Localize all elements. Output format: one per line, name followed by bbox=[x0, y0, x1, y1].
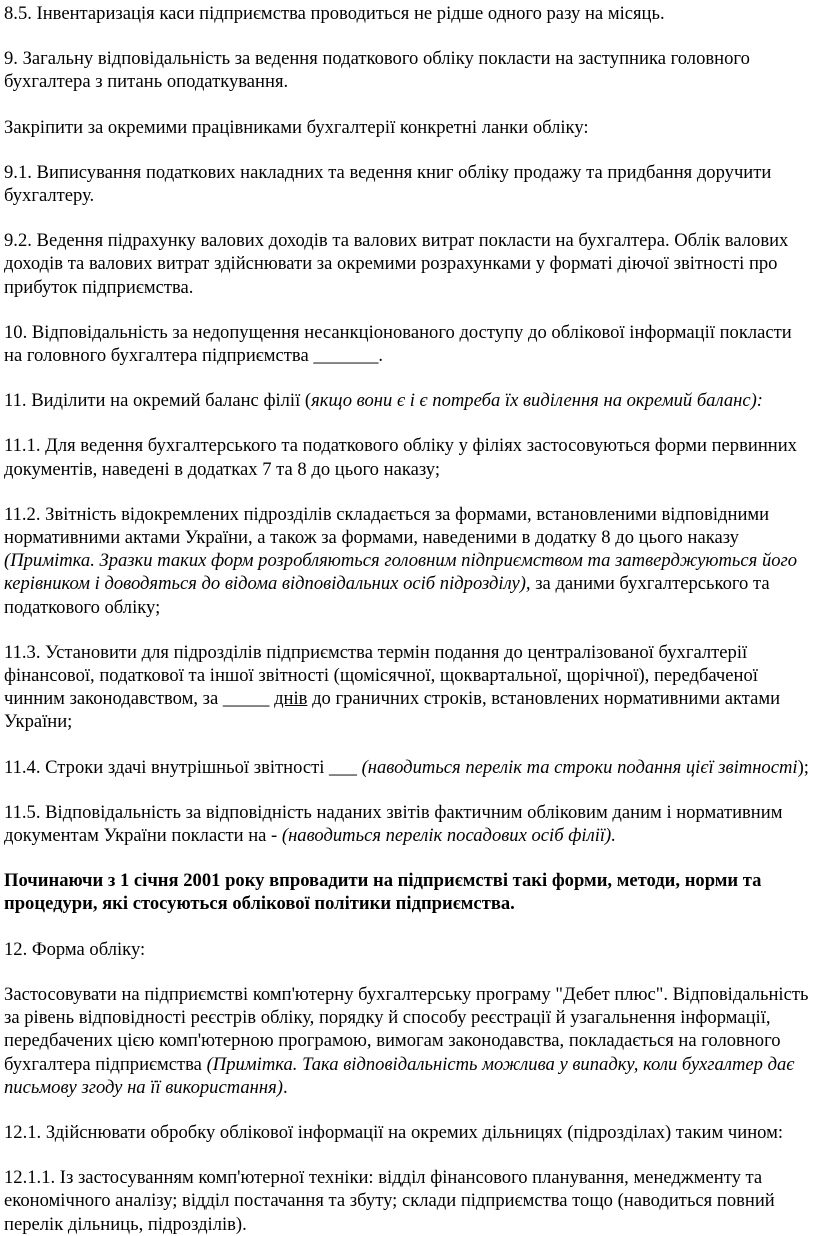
paragraph-12-1-1: 12.1.1. Із застосуванням комп'ютерної техніки: відділ фінансового планування, менеджменту та економічного аналізу; відділ постачання та збуту; склади підприємства тощо (наводиться повний перелік дільниць, підрозділів). bbox=[4, 1167, 775, 1235]
paragraph-12-body: Застосовувати на підприємстві комп'ютерну бухгалтерську програму "Дебет плюс". Відповідальність за рівень відповідності реєстрів обліку, порядку й способу реєстрації й узагальнення інформації, передбачених цією комп'ютерною програмою, вимогам законодавства, покладається на головного бухгалтера підприємства bbox=[4, 983, 809, 1075]
paragraph-12: 12. Форма обліку: bbox=[4, 938, 146, 960]
paragraph-11-2-text: 11.2. Звітність відокремлених підрозділів складається за формами, встановленими відповідними нормативними актами України, а також за формами, наведеними в додатку 8 до цього наказу bbox=[4, 503, 770, 549]
paragraph-11-3-text: 11.3. Установити для підрозділів підприємства термін подання до централізованої бухгалтерії фінансової, податкової та іншої звітності (щомісячної, щоквартальної, щорічної), передбаченої чинним законодавством, за _____ bbox=[4, 641, 758, 710]
paragraph-11-1: 11.1. Для ведення бухгалтерського та податкового обліку у філіях застосовуються форми первинних документів, наведені в додатках 7 та 8 до цього наказу; bbox=[4, 435, 797, 480]
paragraph-8-5: 8.5. Інвентаризація каси підприємства проводиться не рідше одного разу на місяць. bbox=[4, 3, 665, 24]
paragraph-12-note: (Примітка. Така відповідальність можлива у випадку, коли бухгалтер дає письмову згоду на її використання) bbox=[4, 1053, 795, 1098]
paragraph-9-2: 9.2. Ведення підрахунку валових доходів та валових витрат покласти на бухгалтера. Облік валових доходів та валових витрат здійснювати за окремими розрахунками у форматі діючої звітності про прибуток підприємства. bbox=[4, 230, 789, 298]
paragraph-11 bbox=[4, 389, 810, 412]
document-page bbox=[0, 2, 816, 1236]
paragraph-11-5-italic: (наводиться перелік посадових осіб філії). bbox=[281, 825, 616, 847]
paragraph-11-2 bbox=[4, 503, 810, 619]
paragraph-bold-heading bbox=[4, 869, 810, 915]
paragraph-9-1: 9.1. Виписування податкових накладних та ведення книг обліку продажу та придбання доручити бухгалтеру. bbox=[4, 161, 772, 207]
bold-heading-text: Починаючи з 1 січня 2001 року впровадити на підприємстві такі форми, методи, норми та процедури, які стосуються облікової політики підприємства. bbox=[4, 870, 762, 915]
paragraph-assign-links: Закріпити за окремими працівниками бухгалтерії конкретні ланки обліку: bbox=[4, 116, 589, 138]
paragraph-10: 10. Відповідальність за недопущення несанкціонованого доступу до облікової інформації покласти на головного бухгалтера підприємства _______. bbox=[4, 321, 792, 367]
paragraph-11-2-note: (Примітка. Зразки таких форм розробляються головним підприємством та затверджуються його керівником і доводяться до відома відповідальних осіб підрозділу), bbox=[4, 550, 798, 595]
paragraph-12-text bbox=[4, 983, 810, 1099]
paragraph-11-text: 11. Виділити на окремий баланс філії ( bbox=[4, 390, 312, 412]
paragraph-11-5-text: 11.5. Відповідальність за відповідність наданих звітів фактичним обліковим даним і нормативним документам України покласти на - bbox=[4, 801, 783, 847]
paragraph-11-3-days: днів bbox=[274, 688, 308, 710]
paragraph-12-1: 12.1. Здійснювати обробку облікової інформації на окремих дільницях (підрозділах) таким чином: bbox=[4, 1121, 784, 1143]
paragraph-11-italic: якщо вони є і є потреба їх виділення на окремий баланс): bbox=[311, 390, 763, 412]
paragraph-11-3 bbox=[4, 641, 810, 734]
paragraph-11-4-italic: (наводиться перелік та строки подання цієї звітності bbox=[361, 756, 798, 778]
paragraph-11-4-text: 11.4. Строки здачі внутрішньої звітності ___ bbox=[4, 756, 362, 778]
paragraph-11-2-tail: за даними бухгалтерського та податкового обліку; bbox=[4, 573, 770, 618]
paragraph-11-3-tail: до граничних строків, встановлених нормативними актами України; bbox=[4, 688, 781, 733]
paragraph-11-4-tail: ); bbox=[797, 756, 809, 778]
paragraph-9: 9. Загальну відповідальність за ведення податкового обліку покласти на заступника головного бухгалтера з питань оподаткування. bbox=[4, 48, 750, 93]
paragraph-12-tail: . bbox=[282, 1076, 288, 1098]
paragraph-11-4 bbox=[4, 756, 810, 779]
paragraph-11-5 bbox=[4, 801, 810, 847]
